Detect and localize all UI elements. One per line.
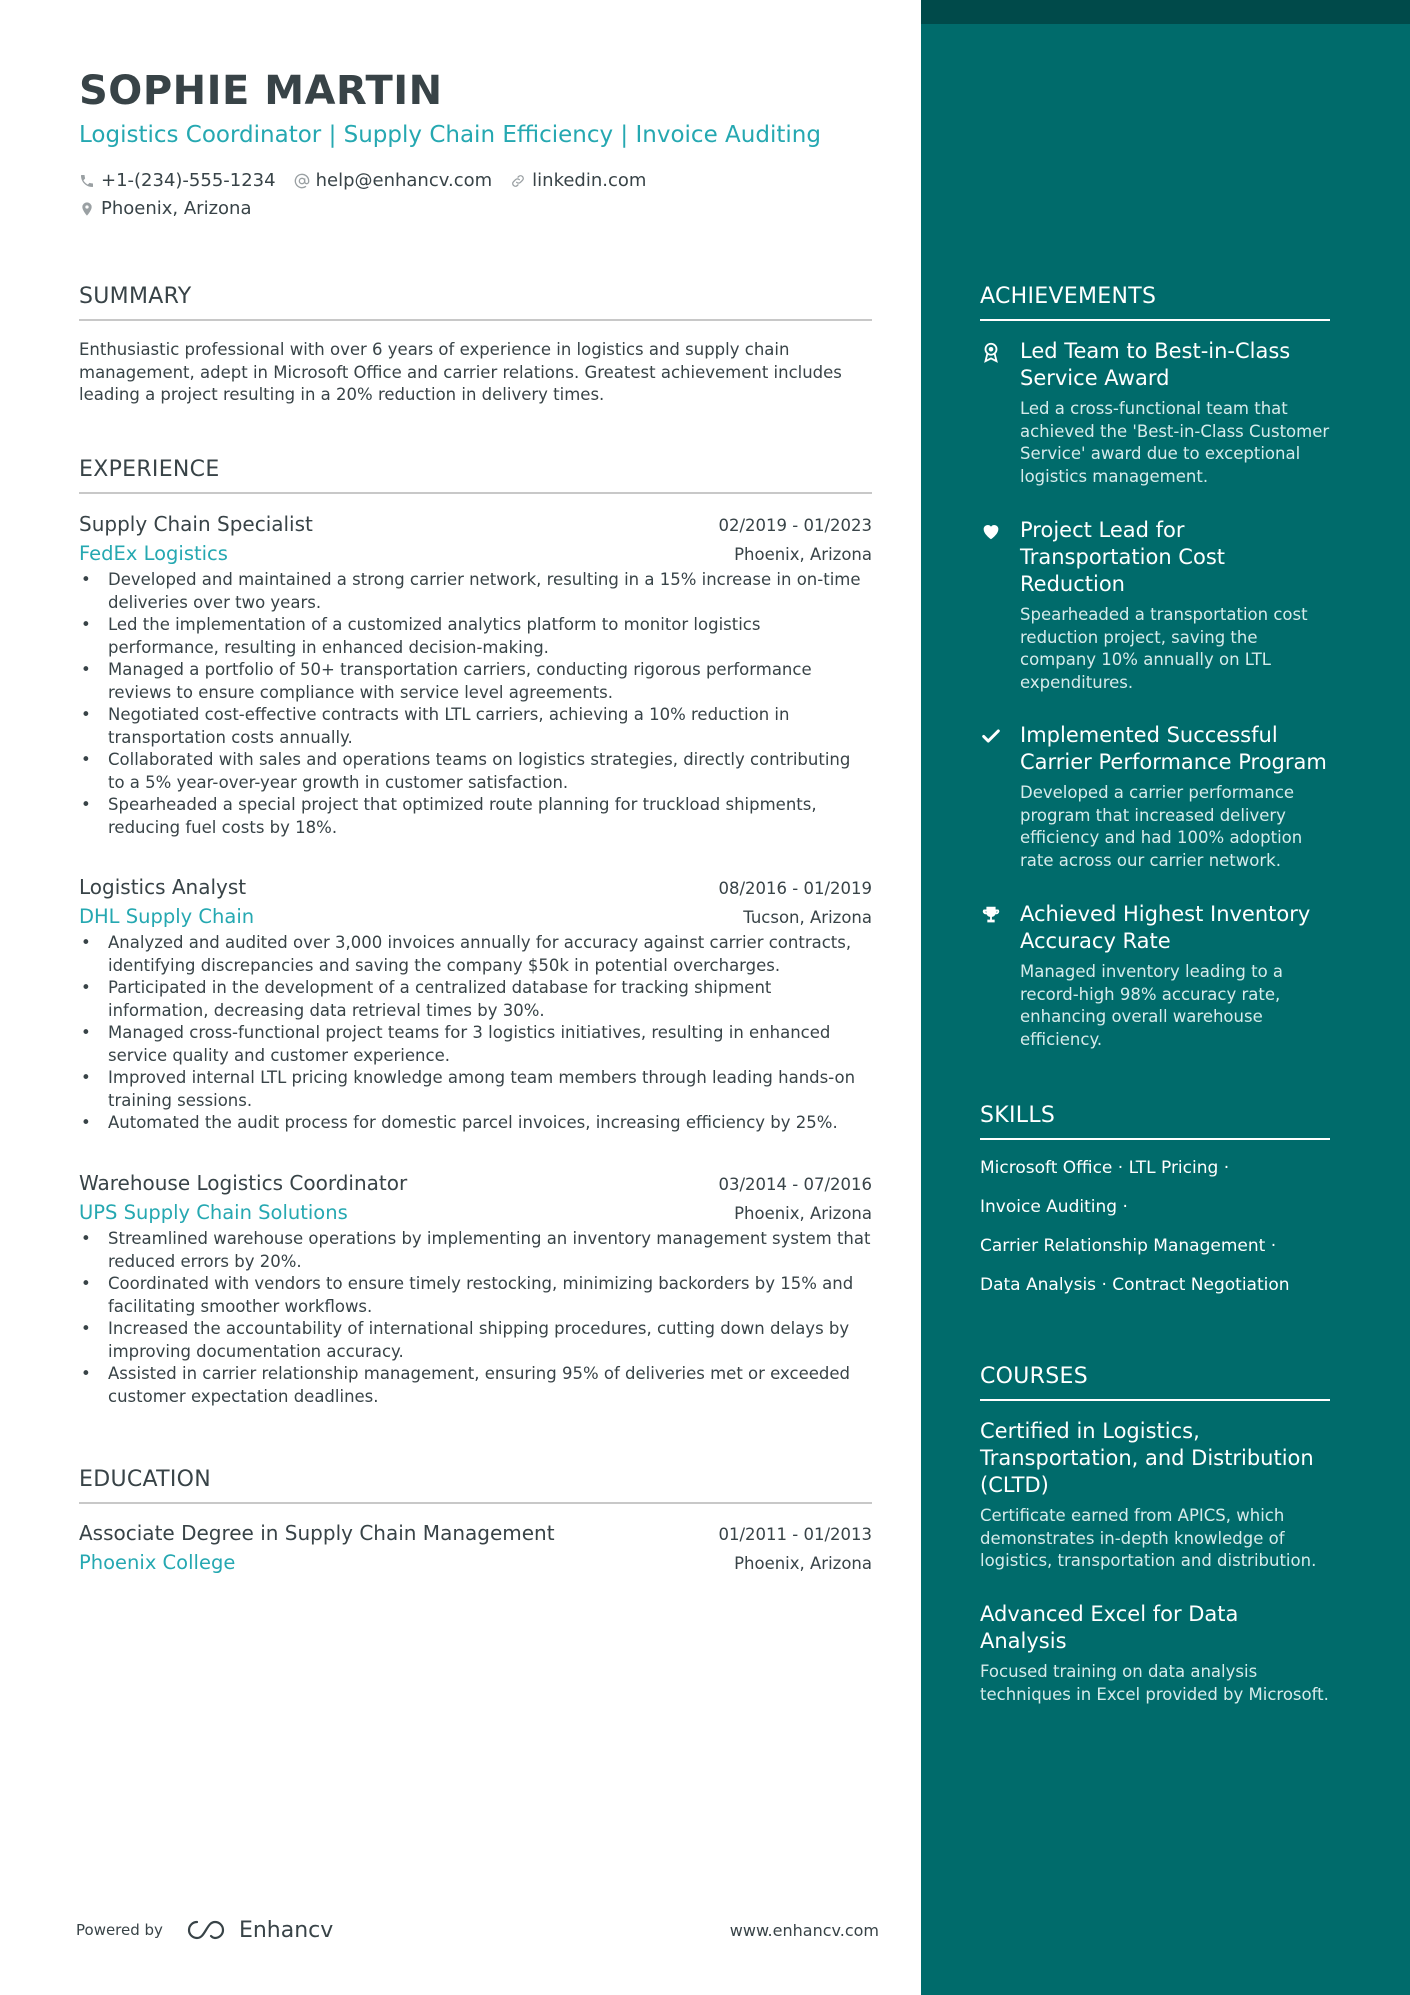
- job-title: Logistics Analyst: [79, 875, 247, 899]
- achievement-item: [980, 722, 1330, 872]
- bullet-item: • Automated the audit process for domestic parcel invoices, increasing efficiency by 25%.: [79, 1112, 872, 1135]
- achievement-item: [980, 517, 1330, 694]
- achievement-desc: Developed a carrier performance program that increased delivery efficiency and had 100% adoption rate across our carrier network.: [1020, 783, 1303, 870]
- powered-by-label: Powered by: [76, 1921, 163, 1939]
- check-icon: [980, 725, 1002, 747]
- summary-heading: SUMMARY: [79, 284, 872, 321]
- job-dates: 08/2016 - 01/2019: [718, 879, 872, 898]
- job-dates: 03/2014 - 07/2016: [718, 1175, 872, 1194]
- job-company: DHL Supply Chain: [79, 905, 255, 928]
- enhancv-logo-icon: [185, 1918, 231, 1942]
- contact-row: [79, 170, 646, 191]
- bullet-item: • Negotiated cost-effective contracts with LTL carriers, achieving a 10% reduction in transportation costs annually.: [79, 704, 872, 749]
- job-location: Phoenix, Arizona: [734, 1204, 872, 1223]
- achievement-title: Implemented Successful Carrier Performance Program: [1020, 723, 1327, 774]
- school-name: Phoenix College: [79, 1551, 236, 1574]
- job-title: Warehouse Logistics Coordinator: [79, 1171, 408, 1195]
- achievement-desc: Managed inventory leading to a record-high 98% accuracy rate, enhancing overall warehouse efficiency.: [1020, 962, 1284, 1049]
- course-title: Advanced Excel for Data Analysis: [980, 1602, 1239, 1653]
- bullet-item: • Assisted in carrier relationship management, ensuring 95% of deliveries met or exceeded customer expectation deadlines.: [79, 1363, 872, 1408]
- email-text: help@enhancv.com: [315, 170, 493, 191]
- footer: [76, 1915, 879, 1945]
- education-location: Phoenix, Arizona: [734, 1554, 872, 1573]
- bullet-item: • Collaborated with sales and operations teams on logistics strategies, directly contributing to a 5% year-over-year growth in customer satisfaction.: [79, 749, 872, 794]
- job-dates: 02/2019 - 01/2023: [718, 516, 872, 535]
- job-title: Supply Chain Specialist: [79, 512, 313, 536]
- bullet-item: • Spearheaded a special project that optimized route planning for truckload shipments, reducing fuel costs by 18%.: [79, 794, 872, 839]
- trophy-icon: [980, 904, 1002, 926]
- award-icon: [980, 341, 1002, 363]
- bullet-item: • Managed cross-functional project teams for 3 logistics initiatives, resulting in enhanced service quality and customer experience.: [79, 1022, 872, 1067]
- linkedin-contact[interactable]: [510, 170, 646, 191]
- phone-contact[interactable]: [79, 170, 276, 191]
- map-pin-icon: [79, 201, 95, 217]
- achievements-heading: ACHIEVEMENTS: [980, 284, 1330, 321]
- location-row: [79, 198, 251, 219]
- bullet-item: • Improved internal LTL pricing knowledge among team members through leading hands-on training sessions.: [79, 1067, 872, 1112]
- bullet-item: • Streamlined warehouse operations by implementing an inventory management system that reduced errors by 20%.: [79, 1228, 872, 1273]
- bullet-item: • Developed and maintained a strong carrier network, resulting in a 15% increase in on-time deliveries over two years.: [79, 569, 872, 614]
- course-item: [980, 1601, 1330, 1706]
- achievement-title: Achieved Highest Inventory Accuracy Rate: [1020, 902, 1311, 953]
- job-entry: [79, 875, 872, 1135]
- email-contact[interactable]: [294, 170, 493, 191]
- bullet-item: • Analyzed and audited over 3,000 invoices annually for accuracy against carrier contracts, identifying discrepancies and saving the company $50k in potential overcharges.: [79, 932, 872, 977]
- at-icon: [294, 173, 310, 189]
- course-desc: Certificate earned from APICS, which demonstrates in-depth knowledge of logistics, transportation and distribution.: [980, 1506, 1317, 1570]
- enhancv-logo[interactable]: [185, 1918, 333, 1943]
- location-contact: [79, 198, 251, 219]
- heart-icon: [980, 520, 1002, 542]
- achievement-title: Led Team to Best-in-Class Service Award: [1020, 339, 1291, 390]
- location-text: Phoenix, Arizona: [101, 198, 252, 219]
- degree-title: Associate Degree in Supply Chain Management: [79, 1521, 555, 1545]
- job-entry: [79, 512, 872, 839]
- skills-heading: SKILLS: [980, 1103, 1330, 1140]
- courses-heading: COURSES: [980, 1364, 1330, 1401]
- job-bullets: [79, 1228, 872, 1408]
- achievement-item: [980, 338, 1330, 488]
- bullet-item: • Increased the accountability of international shipping procedures, cutting down delays by improving documentation accuracy.: [79, 1318, 872, 1363]
- phone-icon: [79, 173, 95, 189]
- job-location: Phoenix, Arizona: [734, 545, 872, 564]
- skill-line: Carrier Relationship Management ·: [980, 1236, 1277, 1256]
- bullet-item: • Led the implementation of a customized analytics platform to monitor logistics performance, resulting in enhanced decision-making.: [79, 614, 872, 659]
- job-entry: [79, 1171, 872, 1408]
- candidate-name: SOPHIE MARTIN: [79, 68, 443, 114]
- course-item: [980, 1418, 1330, 1573]
- summary-text: Enthusiastic professional with over 6 years of experience in logistics and supply chain management, adept in Microsoft Office and carrier relations. Greatest achievement includes leading a project resulting in a 20% reduction in delivery times.: [79, 340, 842, 404]
- job-location: Tucson, Arizona: [743, 908, 872, 927]
- experience-heading: EXPERIENCE: [79, 457, 872, 494]
- education-dates: 01/2011 - 01/2013: [718, 1525, 872, 1544]
- achievement-title: Project Lead for Transportation Cost Reduction: [1020, 518, 1225, 596]
- enhancv-brand: Enhancv: [238, 1917, 334, 1943]
- bullet-item: • Participated in the development of a centralized database for tracking shipment information, decreasing data retrieval times by 30%.: [79, 977, 872, 1022]
- skill-line: Microsoft Office · LTL Pricing ·: [980, 1158, 1230, 1178]
- education-heading: EDUCATION: [79, 1467, 872, 1504]
- powered-by: [76, 1918, 333, 1943]
- job-company: FedEx Logistics: [79, 542, 228, 565]
- achievement-desc: Spearheaded a transportation cost reduction project, saving the company 10% annually on LTL expenditures.: [1020, 605, 1308, 692]
- achievement-item: [980, 901, 1330, 1051]
- bullet-item: • Managed a portfolio of 50+ transportation carriers, conducting rigorous performance reviews to ensure compliance with service level agreements.: [79, 659, 872, 704]
- website-link[interactable]: www.enhancv.com: [729, 1920, 879, 1940]
- linkedin-text: linkedin.com: [532, 170, 647, 191]
- job-company: UPS Supply Chain Solutions: [79, 1201, 348, 1224]
- bullet-item: • Coordinated with vendors to ensure timely restocking, minimizing backorders by 15% and facilitating smoother workflows.: [79, 1273, 872, 1318]
- job-bullets: [79, 569, 872, 839]
- headline: Logistics Coordinator | Supply Chain Efficiency | Invoice Auditing: [79, 122, 821, 148]
- sidebar-top-band: [921, 0, 1410, 24]
- course-title: Certified in Logistics, Transportation, and Distribution (CLTD): [980, 1419, 1314, 1497]
- phone-text: +1-(234)-555-1234: [101, 170, 276, 191]
- job-bullets: [79, 932, 872, 1135]
- link-icon: [510, 173, 526, 189]
- achievement-desc: Led a cross-functional team that achieved the 'Best-in-Class Customer Service' award due to exceptional logistics management.: [1020, 399, 1330, 486]
- education-entry: [79, 1521, 872, 1574]
- skill-line: Data Analysis · Contract Negotiation: [980, 1275, 1290, 1295]
- skill-line: Invoice Auditing ·: [980, 1197, 1128, 1217]
- course-desc: Focused training on data analysis techniques in Excel provided by Microsoft.: [980, 1662, 1329, 1704]
